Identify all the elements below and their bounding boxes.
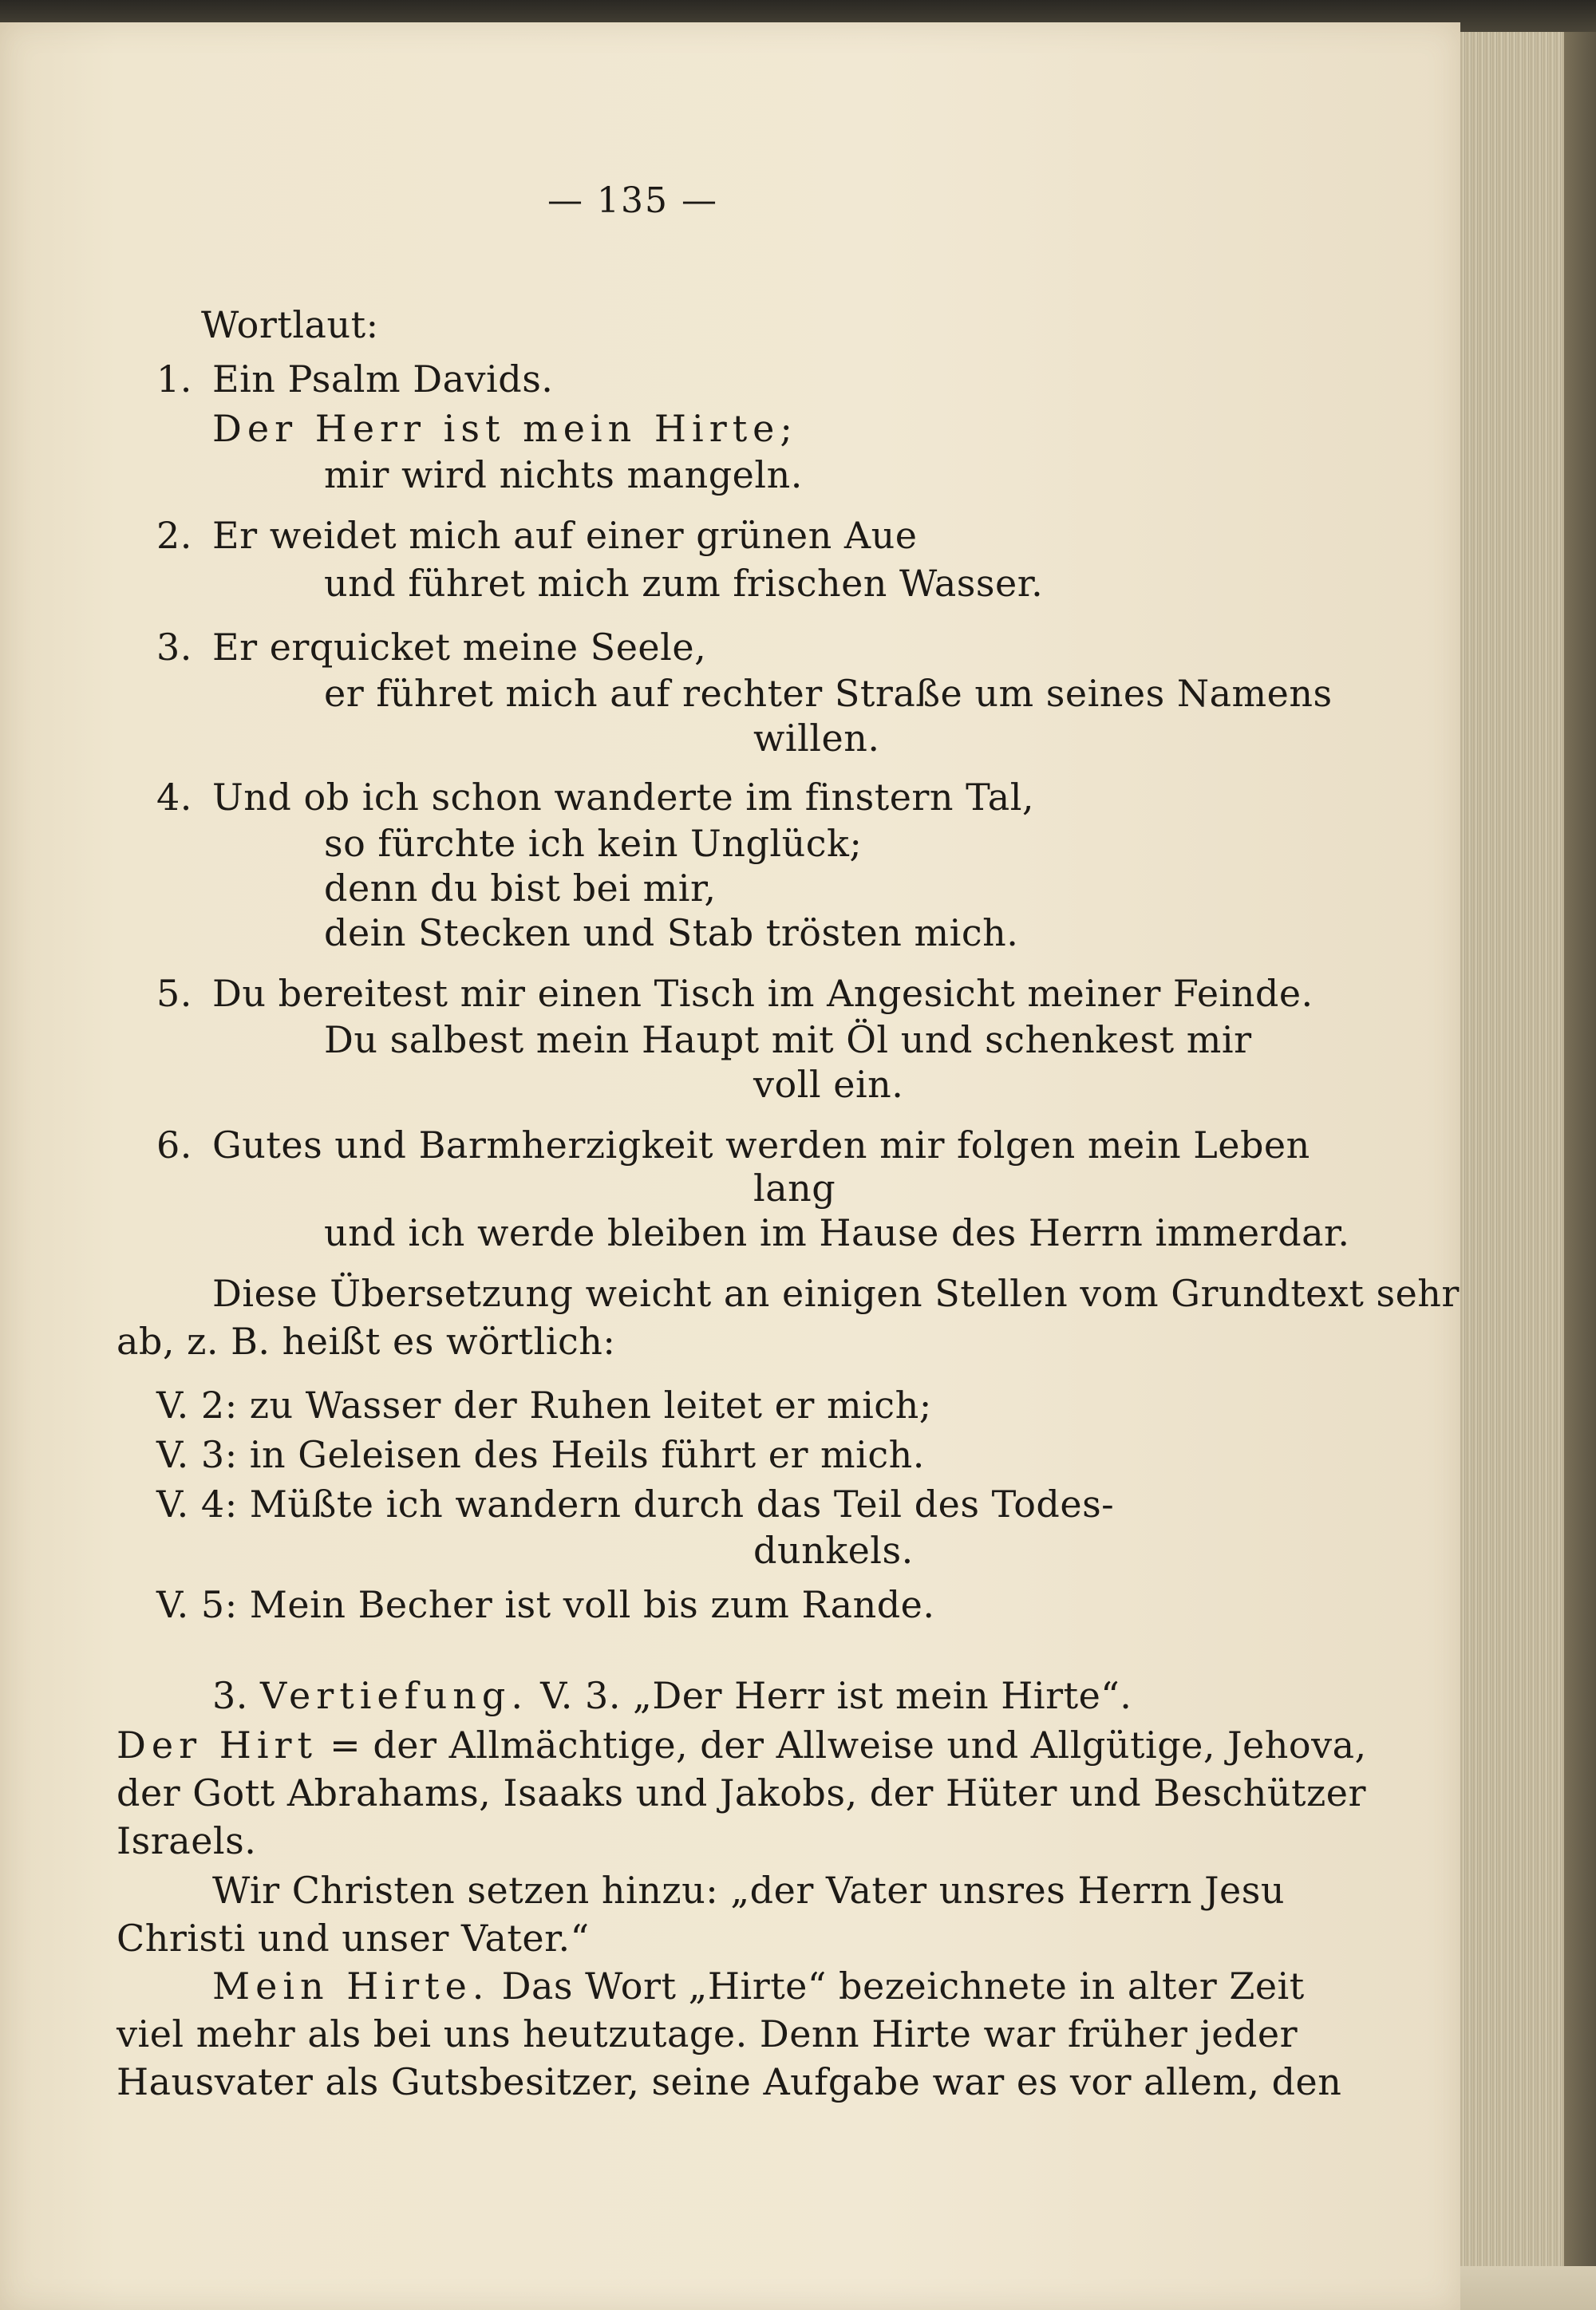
section-heading: Wortlaut: xyxy=(201,303,379,346)
definition-text: = der Allmächtige, der Allweise und Allgütige, Jehova, xyxy=(330,1724,1367,1767)
psalm-line: voll ein. xyxy=(753,1063,904,1106)
literal-reading: V. 5: Mein Becher ist voll bis zum Rande. xyxy=(156,1583,935,1626)
emphasized-term: Der Hirt xyxy=(117,1724,318,1767)
psalm-line: lang xyxy=(753,1167,836,1210)
verse-number: 3. xyxy=(156,626,192,669)
psalm-line: Er weidet mich auf einer grünen Aue xyxy=(212,514,918,557)
paragraph-line: Wir Christen setzen hinzu: „der Vater unsres Herrn Jesu xyxy=(212,1869,1285,1912)
verse-number: 4. xyxy=(156,776,192,819)
paragraph-line xyxy=(212,1674,1132,1717)
psalm-line: Ein Psalm Davids. xyxy=(212,357,554,401)
paragraph-line: der Gott Abrahams, Isaaks und Jakobs, der Hüter und Beschützer xyxy=(117,1771,1366,1814)
verse-quote: V. 3. „Der Herr ist mein Hirte“. xyxy=(540,1674,1132,1717)
paragraph-line xyxy=(212,1964,1305,2008)
book-page xyxy=(0,22,1460,2310)
literal-reading: V. 2: zu Wasser der Ruhen leitet er mich; xyxy=(156,1384,932,1427)
verse-number: 1. xyxy=(156,357,192,401)
literal-reading: V. 4: Müßte ich wandern durch das Teil des Todes- xyxy=(156,1483,1115,1526)
emphasized-term: Mein Hirte. xyxy=(212,1964,490,2008)
psalm-line: Er erquicket meine Seele, xyxy=(212,626,707,669)
psalm-line: Der Herr ist mein Hirte; xyxy=(212,407,798,450)
paragraph-line xyxy=(117,1724,1367,1767)
verse-number: 2. xyxy=(156,514,192,557)
psalm-line: Du bereitest mir einen Tisch im Angesicht meiner Feinde. xyxy=(212,972,1314,1015)
paragraph-line: Hausvater als Gutsbesitzer, seine Aufgabe war es vor allem, den xyxy=(117,2060,1342,2103)
psalm-line: Und ob ich schon wanderte im finstern Tal, xyxy=(212,776,1035,819)
paragraph-line: viel mehr als bei uns heutzutage. Denn Hirte war früher jeder xyxy=(117,2012,1298,2055)
paragraph-line: Israels. xyxy=(117,1819,257,1862)
psalm-line: mir wird nichts mangeln. xyxy=(324,453,803,496)
page-number: — 135 — xyxy=(547,180,718,221)
paragraph-line: ab, z. B. heißt es wörtlich: xyxy=(117,1320,616,1363)
psalm-line: denn du bist bei mir, xyxy=(324,867,717,910)
paragraph-text: Das Wort „Hirte“ bezeichnete in alter Zeit xyxy=(501,1964,1305,2008)
literal-reading: V. 3: in Geleisen des Heils führt er mich. xyxy=(156,1433,925,1476)
verse-number: 6. xyxy=(156,1123,192,1167)
psalm-line: und führet mich zum frischen Wasser. xyxy=(324,562,1044,605)
section-title: Vertiefung. xyxy=(260,1674,528,1717)
paragraph-line: Christi und unser Vater.“ xyxy=(117,1917,590,1960)
psalm-line: Gutes und Barmherzigkeit werden mir folgen mein Leben xyxy=(212,1123,1310,1167)
paragraph-line: Diese Übersetzung weicht an einigen Stellen vom Grundtext sehr xyxy=(212,1272,1460,1315)
psalm-line: und ich werde bleiben im Hause des Herrn immerdar. xyxy=(324,1211,1350,1254)
psalm-line: Du salbest mein Haupt mit Öl und schenkest mir xyxy=(324,1018,1252,1061)
verse-number: 5. xyxy=(156,972,192,1015)
section-number: 3. xyxy=(212,1674,248,1717)
psalm-line: er führet mich auf rechter Straße um seines Namens xyxy=(324,672,1333,715)
literal-reading: dunkels. xyxy=(753,1529,914,1572)
psalm-line: dein Stecken und Stab trösten mich. xyxy=(324,911,1019,954)
psalm-line: willen. xyxy=(753,717,880,760)
psalm-line: so fürchte ich kein Unglück; xyxy=(324,822,863,865)
book-cover-right xyxy=(1564,32,1596,2310)
